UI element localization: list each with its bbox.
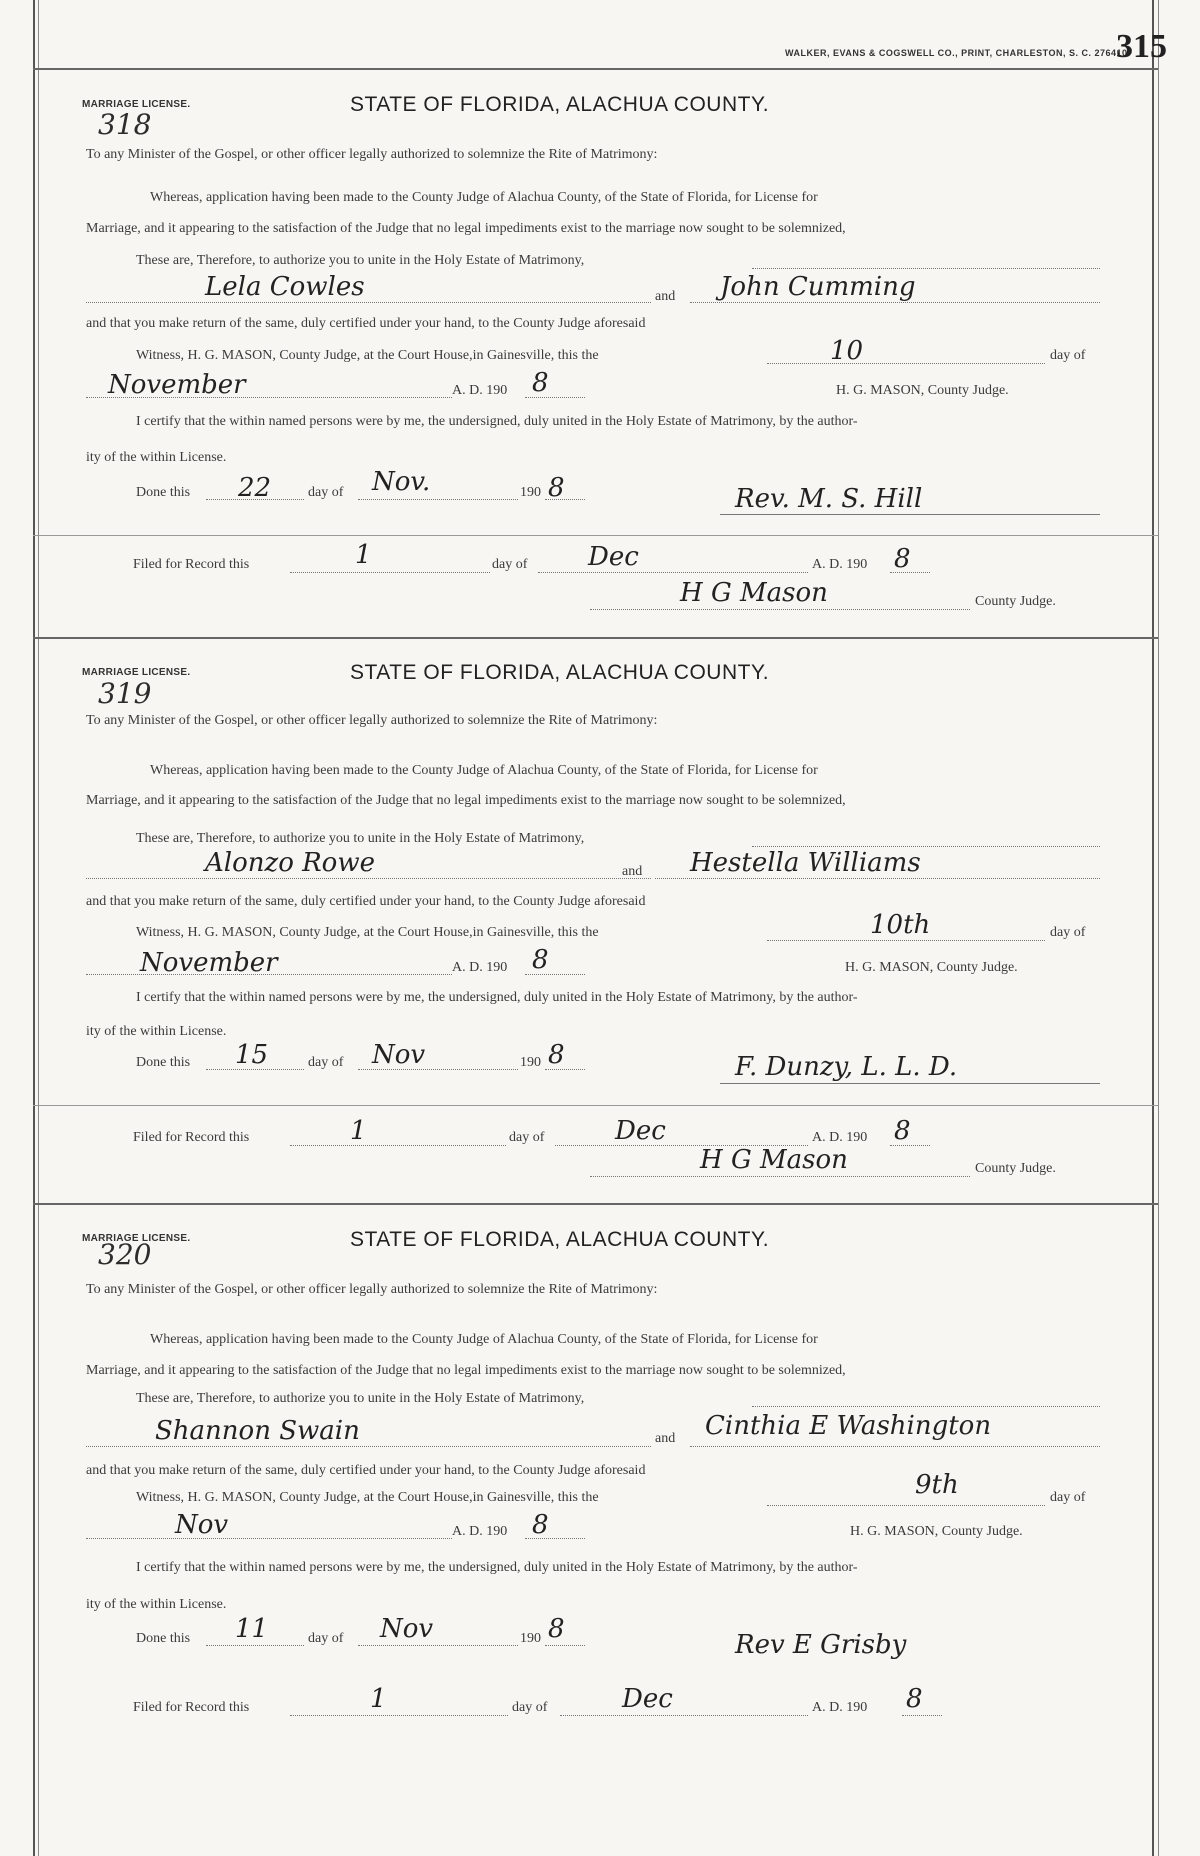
fill-line <box>752 268 1100 269</box>
page-number: 315 <box>1116 28 1167 65</box>
whereas-line-1: Whereas, application having been made to the County Judge of Alachua County, of the State of Florida, for License for <box>150 1332 818 1347</box>
filed-month: Dec <box>588 542 639 572</box>
fill-line <box>86 878 651 879</box>
done-month: Nov. <box>372 467 431 497</box>
whereas-line-2: Marriage, and it appearing to the satisfaction of the Judge that no legal impediments exist to the marriage now sought to be solemnized, <box>86 1363 846 1378</box>
done-month: Nov <box>372 1040 426 1070</box>
section-heading: STATE OF FLORIDA, ALACHUA COUNTY. <box>350 1228 770 1251</box>
and-label: and <box>655 1431 676 1446</box>
fill-line <box>560 1715 808 1716</box>
filed-label: Filed for Record this <box>133 1700 250 1715</box>
license-number: 318 <box>98 108 152 141</box>
filed-year: 8 <box>906 1684 923 1714</box>
ad-label: A. D. 190 <box>812 1130 868 1145</box>
certify-line-1: I certify that the within named persons were by me, the undersigned, duly united in the Holy Estate of Matrimony, by the author- <box>136 990 858 1005</box>
done-year: 8 <box>548 1614 565 1644</box>
authorize-line: These are, Therefore, to authorize you to unite in the Holy Estate of Matrimony, <box>136 1391 585 1406</box>
done-year: 8 <box>548 1040 565 1070</box>
top-rule <box>33 68 1158 70</box>
day-of-label: day of <box>308 485 344 500</box>
judge-label: H. G. MASON, County Judge. <box>850 1524 1023 1539</box>
fill-line <box>590 609 970 610</box>
groom-or-bride-name-1: Lela Cowles <box>205 272 365 302</box>
left-margin-rule <box>33 0 35 1856</box>
certify-line-2: ity of the within License. <box>86 1597 227 1612</box>
year-label: 190 <box>520 485 541 500</box>
filed-separator-rule <box>33 1105 1158 1106</box>
fill-line <box>525 397 585 398</box>
and-label: and <box>655 289 676 304</box>
day-of-label: day of <box>512 1700 548 1715</box>
done-year: 8 <box>548 473 565 503</box>
filed-day: 1 <box>370 1684 387 1714</box>
fill-line <box>545 499 585 500</box>
fill-line <box>655 878 1100 879</box>
fill-line <box>86 302 651 303</box>
fill-line <box>290 1715 508 1716</box>
section-heading: STATE OF FLORIDA, ALACHUA COUNTY. <box>350 93 770 116</box>
witness-month: Nov <box>175 1510 229 1540</box>
officiant-signature: F. Dunzy, L. L. D. <box>735 1052 958 1082</box>
address-line: To any Minister of the Gospel, or other officer legally authorized to solemnize the Rite of Matrimony: <box>86 713 658 728</box>
witness-month: November <box>140 948 278 978</box>
license-label: MARRIAGE LICENSE. <box>82 99 191 110</box>
filed-label: Filed for Record this <box>133 557 250 572</box>
fill-line <box>86 397 452 398</box>
fill-line <box>767 940 1045 941</box>
year-label: 190 <box>520 1055 541 1070</box>
return-line: and that you make return of the same, duly certified under your hand, to the County Judge aforesaid <box>86 316 646 331</box>
certify-line-2: ity of the within License. <box>86 1024 227 1039</box>
county-judge-label: County Judge. <box>975 1161 1056 1176</box>
filed-year: 8 <box>894 544 911 574</box>
day-of-label: day of <box>492 557 528 572</box>
fill-line <box>690 1446 1100 1447</box>
whereas-line-1: Whereas, application having been made to the County Judge of Alachua County, of the State of Florida, for License for <box>150 190 818 205</box>
day-of-label: day of <box>308 1631 344 1646</box>
witness-day: 9th <box>915 1470 959 1500</box>
fill-line <box>358 499 518 500</box>
day-of-label: day of <box>1050 1490 1086 1505</box>
fill-line <box>206 1069 304 1070</box>
and-label: and <box>622 864 643 879</box>
filed-month: Dec <box>622 1684 673 1714</box>
fill-line <box>525 974 585 975</box>
fill-line <box>290 1145 506 1146</box>
witness-month: November <box>108 370 246 400</box>
judge-signature: H G Mason <box>700 1145 848 1175</box>
officiant-signature: Rev E Grisby <box>735 1630 907 1660</box>
filed-day: 1 <box>350 1116 367 1146</box>
license-number: 319 <box>98 677 152 710</box>
license-number: 320 <box>98 1238 152 1271</box>
ad-label: A. D. 190 <box>452 383 508 398</box>
section-divider <box>33 637 1158 639</box>
judge-signature: H G Mason <box>680 578 828 608</box>
fill-line <box>358 1069 518 1070</box>
year-label: 190 <box>520 1631 541 1646</box>
fill-line <box>752 846 1100 847</box>
groom-or-bride-name-1: Alonzo Rowe <box>205 848 375 878</box>
fill-line <box>590 1176 970 1177</box>
fill-line <box>206 1645 304 1646</box>
ad-label: A. D. 190 <box>452 1524 508 1539</box>
ad-label: A. D. 190 <box>812 1700 868 1715</box>
fill-line <box>290 572 490 573</box>
filed-day: 1 <box>355 540 372 570</box>
ad-label: A. D. 190 <box>812 557 868 572</box>
whereas-line-2: Marriage, and it appearing to the satisfaction of the Judge that no legal impediments exist to the marriage now sought to be solemnized, <box>86 793 846 808</box>
done-this-label: Done this <box>136 1631 191 1646</box>
witness-day: 10 <box>830 336 864 366</box>
section-divider <box>33 1203 1158 1205</box>
day-of-label: day of <box>1050 925 1086 940</box>
certify-line-1: I certify that the within named persons were by me, the undersigned, duly united in the Holy Estate of Matrimony, by the author- <box>136 1560 858 1575</box>
groom-or-bride-name-2: Hestella Williams <box>690 848 921 878</box>
fill-line <box>890 572 930 573</box>
right-margin-rule <box>1152 0 1154 1856</box>
done-this-label: Done this <box>136 485 191 500</box>
whereas-line-2: Marriage, and it appearing to the satisfaction of the Judge that no legal impediments exist to the marriage now sought to be solemnized, <box>86 221 846 236</box>
filed-separator-rule <box>33 535 1158 536</box>
done-day: 22 <box>238 473 272 503</box>
fill-line <box>545 1069 585 1070</box>
groom-or-bride-name-1: Shannon Swain <box>155 1416 360 1446</box>
section-heading: STATE OF FLORIDA, ALACHUA COUNTY. <box>350 661 770 684</box>
address-line: To any Minister of the Gospel, or other officer legally authorized to solemnize the Rite of Matrimony: <box>86 147 658 162</box>
witness-day: 10th <box>870 910 931 940</box>
fill-line <box>545 1645 585 1646</box>
day-of-label: day of <box>308 1055 344 1070</box>
ad-label: A. D. 190 <box>452 960 508 975</box>
certify-line-1: I certify that the within named persons were by me, the undersigned, duly united in the Holy Estate of Matrimony, by the author- <box>136 414 858 429</box>
filed-year: 8 <box>894 1116 911 1146</box>
fill-line <box>358 1645 518 1646</box>
witness-year: 8 <box>532 1510 549 1540</box>
witness-line: Witness, H. G. MASON, County Judge, at the Court House,in Gainesville, this the <box>136 925 599 940</box>
fill-line <box>902 1715 942 1716</box>
authorize-line: These are, Therefore, to authorize you to unite in the Holy Estate of Matrimony, <box>136 831 585 846</box>
county-judge-label: County Judge. <box>975 594 1056 609</box>
fill-line <box>525 1538 585 1539</box>
signature-rule <box>720 514 1100 515</box>
fill-line <box>86 1538 452 1539</box>
fill-line <box>890 1145 930 1146</box>
address-line: To any Minister of the Gospel, or other officer legally authorized to solemnize the Rite of Matrimony: <box>86 1282 658 1297</box>
judge-label: H. G. MASON, County Judge. <box>845 960 1018 975</box>
fill-line <box>206 499 304 500</box>
done-this-label: Done this <box>136 1055 191 1070</box>
groom-or-bride-name-2: John Cumming <box>720 272 916 302</box>
day-of-label: day of <box>1050 348 1086 363</box>
groom-or-bride-name-2: Cinthia E Washington <box>705 1411 992 1441</box>
done-month: Nov <box>380 1614 434 1644</box>
authorize-line: These are, Therefore, to authorize you to unite in the Holy Estate of Matrimony, <box>136 253 585 268</box>
fill-line <box>767 1505 1045 1506</box>
certify-line-2: ity of the within License. <box>86 450 227 465</box>
fill-line <box>86 1446 651 1447</box>
day-of-label: day of <box>509 1130 545 1145</box>
fill-line <box>690 302 1100 303</box>
officiant-signature: Rev. M. S. Hill <box>735 484 923 514</box>
signature-rule <box>720 1083 1100 1084</box>
return-line: and that you make return of the same, duly certified under your hand, to the County Judge aforesaid <box>86 894 646 909</box>
witness-line: Witness, H. G. MASON, County Judge, at the Court House,in Gainesville, this the <box>136 348 599 363</box>
filed-month: Dec <box>615 1116 666 1146</box>
witness-year: 8 <box>532 368 549 398</box>
license-label: MARRIAGE LICENSE. <box>82 1233 191 1244</box>
judge-label: H. G. MASON, County Judge. <box>836 383 1009 398</box>
printer-imprint: WALKER, EVANS & COGSWELL CO., PRINT, CHARLESTON, S. C. 276410 <box>785 48 1128 58</box>
license-label: MARRIAGE LICENSE. <box>82 667 191 678</box>
witness-year: 8 <box>532 945 549 975</box>
fill-line <box>752 1406 1100 1407</box>
fill-line <box>767 363 1045 364</box>
left-margin-rule-inner <box>38 0 39 1856</box>
whereas-line-1: Whereas, application having been made to the County Judge of Alachua County, of the State of Florida, for License for <box>150 763 818 778</box>
filed-label: Filed for Record this <box>133 1130 250 1145</box>
done-day: 11 <box>235 1614 269 1644</box>
fill-line <box>86 974 452 975</box>
right-margin-rule-inner <box>1158 0 1159 1856</box>
return-line: and that you make return of the same, duly certified under your hand, to the County Judge aforesaid <box>86 1463 646 1478</box>
witness-line: Witness, H. G. MASON, County Judge, at the Court House,in Gainesville, this the <box>136 1490 599 1505</box>
fill-line <box>538 572 808 573</box>
done-day: 15 <box>235 1040 269 1070</box>
